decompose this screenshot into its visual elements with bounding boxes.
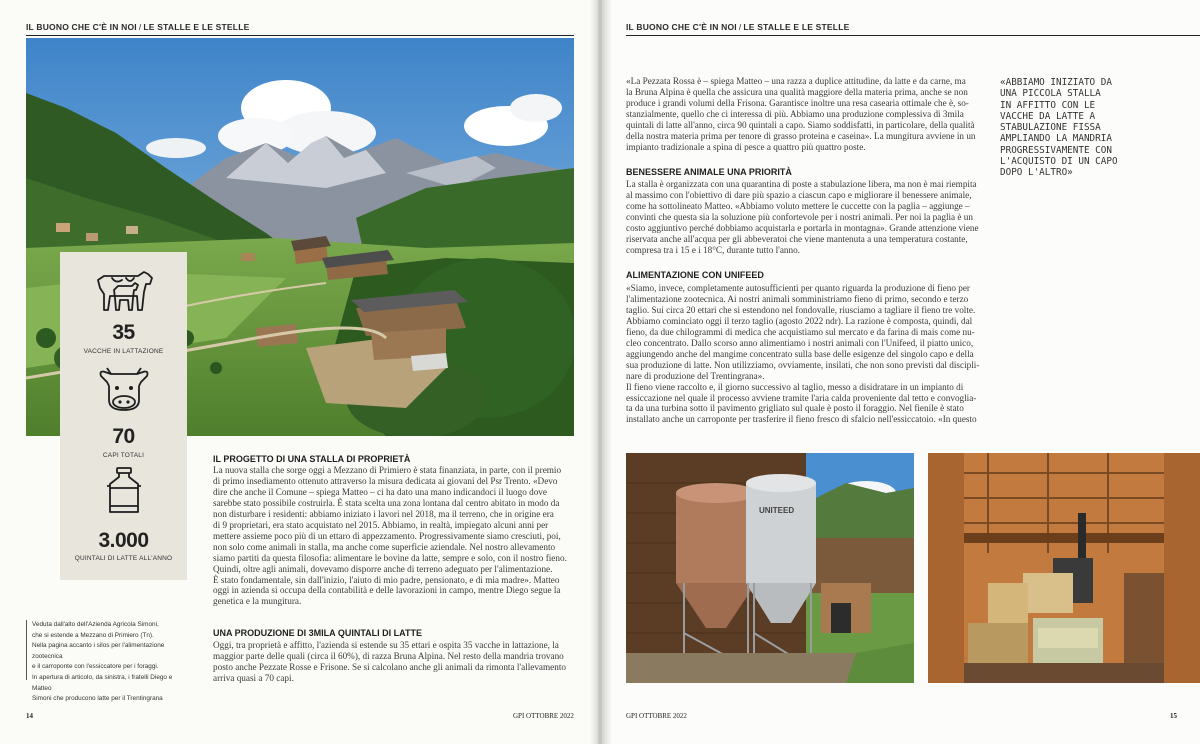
running-head-section: IL BUONO CHE C'È IN NOI xyxy=(626,22,737,32)
text-line: l'alimentazione zootecnica. Ai nostri animali somministriamo fieno di primo, secondo e terzo xyxy=(626,293,969,304)
body-text-right-intro xyxy=(626,76,988,153)
text-line: oggi in azienda si occupa della contabilità e delle lavorazioni in campo, mentre Diego segue la xyxy=(213,585,561,596)
text-line: genetica e la mungitura. xyxy=(213,596,302,607)
silo-photo xyxy=(626,453,914,683)
hayloft-photo-illustration xyxy=(928,453,1200,683)
caption-rule xyxy=(26,620,27,680)
stat-number: 35 xyxy=(112,321,135,344)
running-head-left xyxy=(26,22,249,32)
left-page xyxy=(0,0,598,744)
text-line: «Siamo, invece, completamente autosufficienti per quanto riguarda la produzione di fieno per xyxy=(626,283,970,293)
page-number-right: 15 xyxy=(1170,712,1177,720)
pull-quote-line: DOPO L'ALTRO» xyxy=(1000,167,1073,179)
caption-line: Nella pagina accanto i silos per l'alimentazione zootecnica xyxy=(32,642,165,660)
page-number-left: 14 xyxy=(26,712,33,720)
stats-panel xyxy=(60,252,187,580)
cow-head-icon xyxy=(97,366,151,414)
text-line: la Bruna Alpina è quella che assicura una qualità maggiore della materia prima, anche se non xyxy=(626,86,968,97)
stat-milk-quintals xyxy=(60,466,187,562)
pull-quote-line: AMPLIANDO LA MANDRIA xyxy=(1000,133,1112,145)
section-heading: UNA PRODUZIONE DI 3MILA QUINTALI DI LATTE xyxy=(213,628,422,638)
caption-line: Veduta dall'alto dell'Azienda Agricola Simoni, xyxy=(32,621,159,628)
text-line: stanzialmente, quello che ci interessa di più. Abbiamo una produzione complessiva di 3mila xyxy=(626,108,964,119)
text-line: «La Pezzata Rossa è – spiega Matteo – una razza a duplice attitudine, da latte e da carne, ma xyxy=(626,76,966,86)
text-line: dire che anche il Comune – spiega Matteo – ci ha dato una mano indicandoci il luogo dove xyxy=(213,486,547,497)
running-head-right xyxy=(626,22,849,32)
running-head-subsection: LE STALLE E LE STELLE xyxy=(743,22,850,32)
stat-label: QUINTALI DI LATTE ALL'ANNO xyxy=(74,555,173,562)
magazine-issue-right: GPI OTTOBRE 2022 xyxy=(626,712,687,720)
spread-gutter-shadow xyxy=(590,0,612,744)
pull-quote-line: L'ACQUISTO DI UN CAPO xyxy=(1000,156,1118,168)
text-line: produce i grandi volumi della Frisona. Garantisce inoltre una resa casearia ottimale che è, so- xyxy=(626,97,969,108)
stat-dairy-cows xyxy=(60,266,187,355)
caption-line: che si estende a Mezzano di Primiero (Tn). xyxy=(32,631,154,639)
text-line: Abbiamo cominciato oggi il terzo taglio (agosto 2022 ndr). La razione è composta, quindi, dal xyxy=(626,315,973,326)
stat-label: VACCHE IN LATTAZIONE xyxy=(83,348,164,355)
milk-can-icon xyxy=(104,466,144,516)
running-head-rule xyxy=(626,35,1200,36)
pull-quote-line: «ABBIAMO INIZIATO DA xyxy=(1000,77,1112,88)
text-line: posto anche Pezzate Rosse e Frisone. Se si calcolano anche gli animali da rimonta l'allevamento xyxy=(213,661,566,672)
silo-photo-illustration xyxy=(626,453,914,683)
text-line: di primo insediamento ottenuto attraverso la misura dedicata ai giovani del Psr Trento. «Devo xyxy=(213,475,558,486)
text-line: sua produzione di latte. Non utilizziamo, ovviamente, insilati, che non sono previsti dal discipli- xyxy=(626,359,980,370)
silo-brand-label: UNITEED xyxy=(759,506,795,515)
body-text-right-welfare xyxy=(626,179,988,256)
text-line: come ha sottolineato Matteo. «Abbiamo voluto mettere le cuccette con la paglia – aggiunge – xyxy=(626,200,970,211)
text-line: installato anche un carroponte per trasferire il fieno fresco di sfalcio nell'essiccatoio. «In questo xyxy=(626,414,977,425)
section-heading: BENESSERE ANIMALE UNA PRIORITÀ xyxy=(626,167,792,177)
text-line: essiccazione nel quale il processo avviene tramite l'aria calda proveniente dal tetto e convoglia- xyxy=(626,392,977,403)
text-line: taglio. Sui circa 20 ettari che si estendono nel fondovalle, riusciamo a tagliare il fieno tre volte. xyxy=(626,304,976,315)
section-heading: IL PROGETTO DI UNA STALLA DI PROPRIETÀ xyxy=(213,454,411,464)
caption-line: In apertura di articolo, da sinistra, i fratelli Diego e Matteo xyxy=(32,673,173,692)
stat-total-head xyxy=(60,366,187,459)
text-line: maggior parte delle quali (circa il 60%), di razza Bruna Alpina. Nel resto della mandria trovano xyxy=(213,650,564,661)
text-line: di 9 proprietari, era stato acquistato nel 2015. Abbiamo, in realtà, impiegato alcuni anni per xyxy=(213,519,549,530)
stat-number: 3.000 xyxy=(98,529,149,552)
text-line: costo aggiuntivo perché dobbiamo acquistarla e portarla in montagna». Grande attenzione viene xyxy=(626,222,979,233)
text-line: riservata anche all'acqua per gli abbeveratoi che viene mantenuta a una temperatura costante, xyxy=(626,233,968,244)
text-line: Quindi, oltre agli animali, dovevamo disporre anche di terreno adeguato per l'alimentazione. xyxy=(213,563,553,574)
text-line: della nostra materia prima per tenore di grasso proteina e caseina». La mungitura avviene in un xyxy=(626,130,976,141)
text-line: non solo come animali in stalla, ma anche come superficie aziendale. Nel nostro allevamento xyxy=(213,541,556,552)
text-line: arriva quasi a 70 capi. xyxy=(213,672,294,683)
caption-line: Simoni che producono latte per il Trentingrana xyxy=(32,695,163,703)
pull-quote xyxy=(1000,77,1160,179)
running-head-separator: / xyxy=(138,22,142,32)
running-head-subsection: LE STALLE E LE STELLE xyxy=(143,22,250,32)
pull-quote-line: STABULAZIONE FISSA xyxy=(1000,122,1101,134)
photo-caption xyxy=(32,620,192,705)
pull-quote-line: UNA PICCOLA STALLA xyxy=(1000,88,1101,100)
text-line: sarebbe stato possibile costruirla. È stata scelta una zona lontana dal centro abitato in modo da xyxy=(213,497,560,508)
text-line: fieno, da due chilogrammi di medica che acquistiamo sul mercato e da farina di mais come nu- xyxy=(626,326,975,337)
running-head-rule xyxy=(26,35,574,36)
text-line: È stato fondamentale, sin dall'inizio, l'aiuto di mio padre, pensionato, e di mia madre». Matteo xyxy=(213,574,560,585)
text-line: ta da una turbina sotto il pavimento grigliato sul quale è posto il foraggio. Nel fienile è stato xyxy=(626,403,964,414)
text-line: Il fieno viene raccolto e, il giorno successivo al taglio, messo a disidratare in un impianto di xyxy=(626,381,964,392)
pull-quote-line: PROGRESSIVAMENTE CON xyxy=(1000,144,1112,156)
text-line: aggiungendo anche del mangime concentrato sulla base delle esigenze del singolo capo e della xyxy=(626,348,974,359)
text-line: impianto tradizionale a spina di pesce a quattro più quattro poste. xyxy=(626,141,866,152)
body-text-left-2 xyxy=(213,640,574,684)
text-line: nare di produzione del Trentingrana». xyxy=(626,370,765,381)
stat-number: 70 xyxy=(112,425,135,448)
text-line: quintali di latte all'anno, circa 90 quintali a capo. Siamo soddisfatti, in particolare, della qualità xyxy=(626,119,975,130)
caption-line: e il carroponte con l'essiccatore per i foraggi. xyxy=(32,663,159,671)
text-line: Oggi, tra proprietà e affitto, l'azienda si estende su 35 ettari e ospita 35 vacche in lattazione, la xyxy=(213,640,559,650)
right-page xyxy=(602,0,1200,744)
text-line: La nuova stalla che sorge oggi a Mezzano di Primiero è stata finanziata, in parte, con il premio xyxy=(213,465,562,475)
section-heading: ALIMENTAZIONE CON UNIFEED xyxy=(626,270,764,280)
text-line: al massimo con l'obiettivo di dare più spazio a ciascun capo e migliorare il benessere animale, xyxy=(626,189,972,200)
text-line: convinti che questa sia la soluzione più confortevole per i nostri animali. Per noi la paglia è un xyxy=(626,211,973,222)
text-line: siamo partiti da questa filosofia: alimentare le bovine da latte, sempre e solo, con il nostro fieno. xyxy=(213,552,567,563)
magazine-issue-left: GPI OTTOBRE 2022 xyxy=(513,712,574,720)
text-line: cleo concentrato. Dallo scorso anno alimentiamo i nostri animali con l'Unifeed, il piatto unico, xyxy=(626,337,974,348)
hayloft-crane-photo xyxy=(928,453,1200,683)
running-head-separator: / xyxy=(738,22,742,32)
pull-quote-line: VACCHE DA LATTE A xyxy=(1000,110,1096,122)
body-text-left-1 xyxy=(213,465,574,607)
text-line: La stalla è organizzata con una quarantina di poste a stabulazione libera, ma non è mai riempita xyxy=(626,179,977,189)
body-text-right-feed xyxy=(626,283,988,425)
pull-quote-line: IN AFFITTO CON LE xyxy=(1000,99,1096,111)
text-line: non disturbare i residenti: abbiamo iniziato i lavori nel 2018, ma il terreno, che in origine era xyxy=(213,508,554,519)
running-head-section: IL BUONO CHE C'È IN NOI xyxy=(26,22,137,32)
text-line: mettere assieme poco più di un ettaro di appezzamento. Progressivamente siamo cresciuti, poi, xyxy=(213,530,561,541)
text-line: compresa tra i 15 e i 18°C, durante tutto l'anno. xyxy=(626,244,800,255)
stat-label: CAPI TOTALI xyxy=(102,452,145,459)
cow-calf-icon xyxy=(92,266,156,314)
